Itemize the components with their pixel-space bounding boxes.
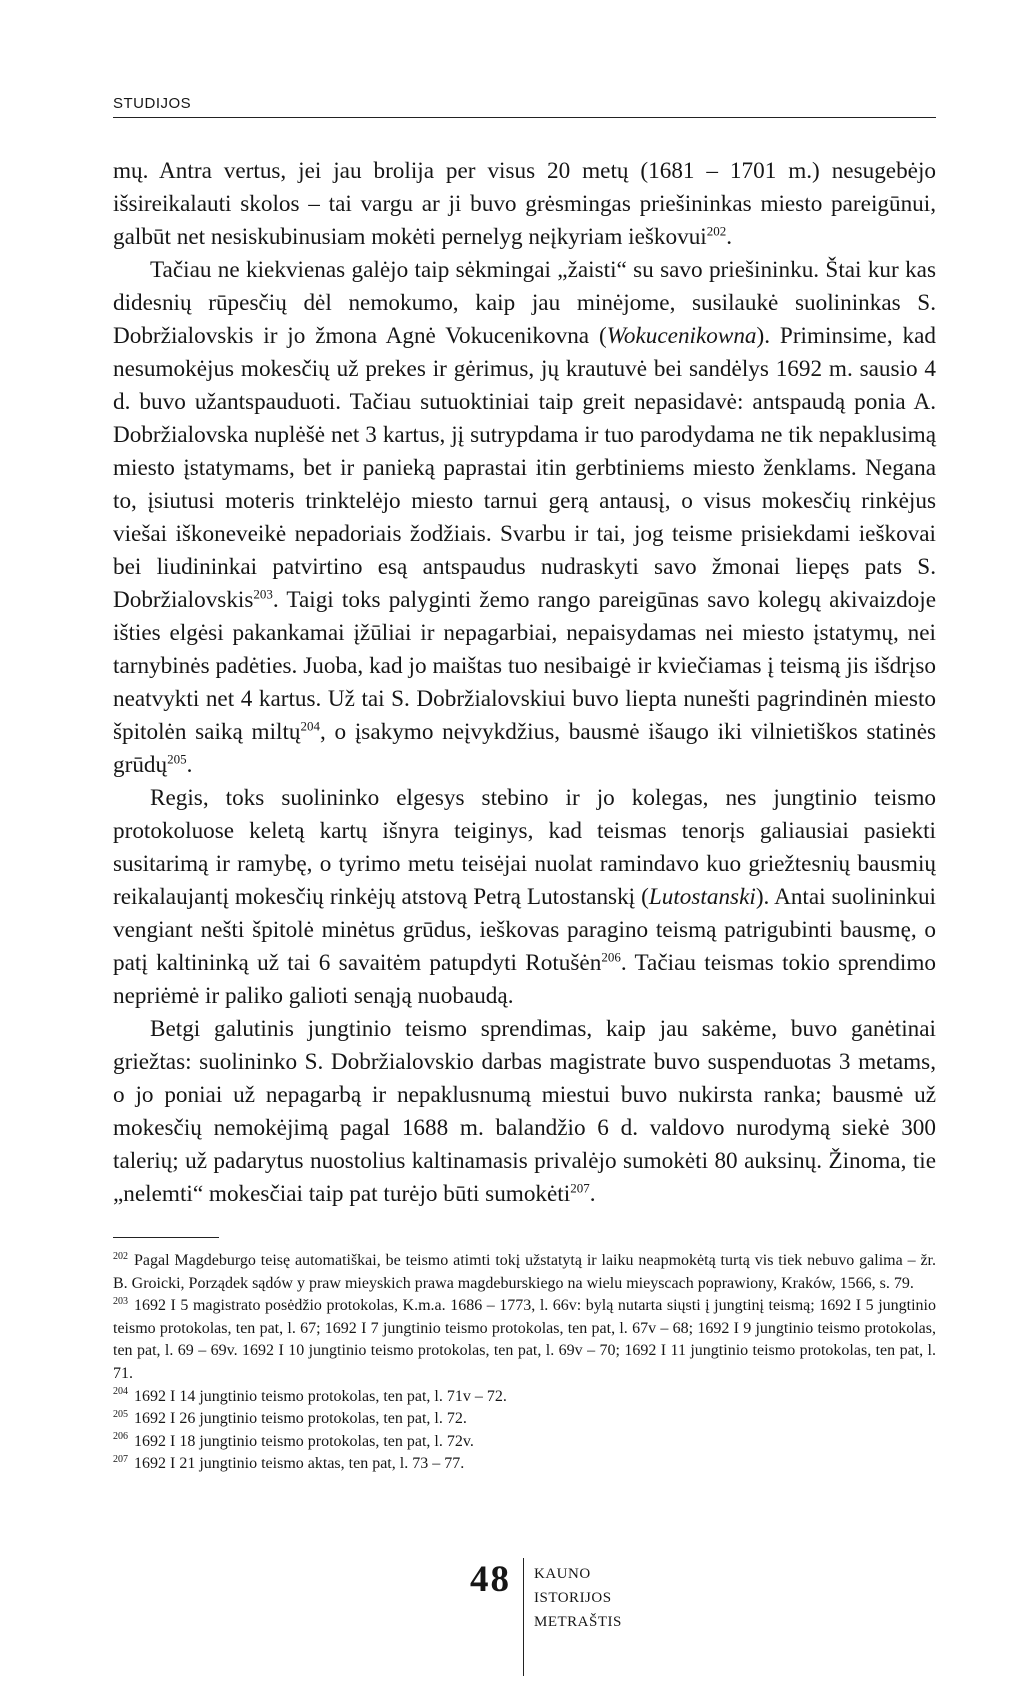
italic-term: Wokucenikowna bbox=[606, 323, 757, 349]
footnote bbox=[113, 1431, 936, 1454]
text-run: ). Antai suolininkui vengiant nešti špitolė minėtus grūdus, ieškovas paragino teismą patrigubinti bausmę, o patį kaltininką už tai 6 savaitėm patupdyti Rotušėn bbox=[113, 884, 936, 976]
text-run: ). Priminsime, kad nesumokėjus mokesčių už prekes ir gėrimus, jų krautuvė bei sandėlys 1692 m. sausio 4 d. buvo užantspauduoti. Tačiau sutuoktiniai taip greit nepasidavė: antspaudą ponia A. Dobržialovska nuplėšė net 3 kartus, jį sutrypdama ir tuo parodydama ne tik nepaklusimą miesto įstatymams, bet ir panieką paprastai itin gerbtiniems miesto ženklams. Negana to, įsiutusi moteris trinktelėjo miesto tarnui gerą antausį, o visus mokesčių rinkėjus viešai iškoneveikė nepadoriais žodžiais. Svarbu ir tai, jog teisme prisiekdami ieškovai bei liudininkai patvirtino esą antspaudus nudraskyti savo žmonai liepęs pats S. Dobržialovskis bbox=[113, 323, 936, 613]
footnote bbox=[113, 1408, 936, 1431]
header-rule bbox=[113, 117, 936, 118]
body-paragraph bbox=[113, 1013, 936, 1211]
footnote-number: 206 bbox=[113, 1431, 128, 1443]
footnote-ref: 205 bbox=[167, 751, 187, 767]
text-run: . Tačiau teismas tokio sprendimo nepriėmė ir paliko galioti senąją nuobaudą. bbox=[113, 950, 936, 1009]
italic-term: Lutostanski bbox=[648, 884, 756, 910]
text-run: , o įsakymo neįvykdžius, bausmė išaugo iki vilnietiškos statinės grūdų bbox=[113, 719, 937, 778]
text-run: Betgi galutinis jungtinio teismo sprendimas, kaip jau sakėme, buvo ganėtinai griežtas: suolininko S. Dobržialovskio darbas magistrate buvo suspenduotas 3 metams, o jo poniai už nepagarbą ir nepaklusnumą miestui buvo nukirsta ranka; bausmė už mokesčių nemokėjimą pagal 1688 m. balandžio 6 d. valdovo nurodymą siekė 300 talerių; už padarytus nuostolius kaltinamasis privalėjo sumokėti 80 auksinų. Žinoma, tie „nelemti“ mokesčiai taip pat turėjo būti sumokėti bbox=[113, 1016, 936, 1207]
page-number: 48 bbox=[470, 1559, 511, 1600]
footnote-ref: 203 bbox=[253, 586, 273, 602]
journal-title bbox=[534, 1562, 622, 1634]
footnote-number: 202 bbox=[113, 1250, 128, 1262]
footnote bbox=[113, 1453, 936, 1476]
footnote-ref: 202 bbox=[706, 223, 727, 239]
text-run: Regis, toks suolininko elgesys stebino ir jo kolegas, nes jungtinio teismo protokoluose keletą kartų išnyra teiginys, kad teismas tenorįs galiausiai pasiekti susitarimą ir ramybę, o tyrimo metu teisėjai nuolat ramindavo kuo griežtesnių bausmių reikalaujantį mokesčių rinkėjų atstovą Petrą Lutostanskį ( bbox=[113, 785, 936, 910]
footnote-number: 205 bbox=[113, 1408, 128, 1420]
footnotes bbox=[113, 1250, 936, 1476]
footnote-ref: 207 bbox=[570, 1180, 590, 1196]
footnote-text: 1692 I 26 jungtinio teismo protokolas, ten pat, l. 72. bbox=[134, 1410, 467, 1428]
main-text bbox=[113, 155, 936, 1211]
footnote-text: 1692 I 18 jungtinio teismo protokolas, ten pat, l. 72v. bbox=[134, 1432, 474, 1450]
footnote-ref: 204 bbox=[300, 718, 320, 734]
footnote bbox=[113, 1386, 936, 1409]
footnote-text: 1692 I 14 jungtinio teismo protokolas, ten pat, l. 71v – 72. bbox=[134, 1387, 507, 1405]
footnote-text: Pagal Magdeburgo teisę automatiškai, be teismo atimti tokį užstatytą ir laiku neapmokėtą turtą vis tiek nebuvo galima – žr. B. Groicki, Porządek sądów y praw mieyskich prawa magdeburskiego na wielu mieyscach poprawiony, Kraków, 1566, s. 79. bbox=[113, 1252, 936, 1292]
footer-divider bbox=[523, 1558, 524, 1676]
text-run: . Taigi toks palyginti žemo rango pareigūnas savo kolegų akivaizdoje išties elgėsi pakankamai įžūliai ir nepagarbiai, nepaisydamas nei miesto įstatymų, nei tarnybinės padėties. Juoba, kad jo maištas tuo nesibaigė ir kviečiamas į teismą jis išdrįso neatvykti net 4 kartus. Už tai S. Dobržialovskiui buvo liepta nunešti pagrindinėn miesto špitolėn saiką miltų bbox=[113, 587, 936, 745]
running-header-section: STUDIJOS bbox=[113, 95, 192, 112]
body-paragraph bbox=[113, 254, 936, 782]
footnote-separator bbox=[113, 1237, 219, 1238]
text-run: . bbox=[589, 1181, 596, 1207]
footnote-text: 1692 I 21 jungtinio teismo aktas, ten pat, l. 73 – 77. bbox=[134, 1455, 465, 1473]
text-run: mų. Antra vertus, jei jau brolija per visus 20 metų (1681 – 1701 m.) nesugebėjo išsireikalauti skolos – tai vargu ar ji buvo grėsmingas priešininkas miesto pareigūnui, galbūt net nesiskubinusiam mokėti pernelyg neįkyriam ieškovui bbox=[113, 158, 936, 250]
footnote-number: 204 bbox=[113, 1386, 128, 1398]
text-run: Tačiau ne kiekvienas galėjo taip sėkmingai „žaisti“ su savo priešininku. Štai kur kas didesnių rūpesčių dėl nemokumo, kaip jau minėjome, susilaukė suolininkas S. Dobržialovskis ir jo žmona Agnė Vokucenikovna ( bbox=[113, 257, 936, 349]
footnote-text: 1692 I 5 magistrato posėdžio protokolas, K.m.a. 1686 – 1773, l. 66v: bylą nutarta siųsti į jungtinį teismą; 1692 I 5 jungtinio teismo protokolas, ten pat, l. 67; 1692 I 7 jungtinio teismo protokolas, ten pat, l. 67v – 68; 1692 I 9 jungtinio teismo protokolas, ten pat, l. 69 – 69v. 1692 I 10 jungtinio teismo protokolas, ten pat, l. 69v – 70; 1692 I 11 jungtinio teismo protokolas, ten pat, l. 71. bbox=[113, 1297, 936, 1382]
footnote-number: 207 bbox=[113, 1454, 128, 1466]
text-run: . bbox=[726, 224, 733, 250]
body-paragraph bbox=[113, 782, 936, 1013]
footnote-number: 203 bbox=[113, 1295, 128, 1307]
body-paragraph bbox=[113, 155, 936, 254]
journal-title-line: METRAŠTIS bbox=[534, 1614, 622, 1630]
journal-title-line: KAUNO bbox=[534, 1566, 591, 1582]
journal-title-line: ISTORIJOS bbox=[534, 1590, 612, 1606]
footnote bbox=[113, 1250, 936, 1295]
footnote bbox=[113, 1295, 936, 1385]
footnote-ref: 206 bbox=[601, 949, 621, 965]
text-run: . bbox=[186, 752, 193, 778]
